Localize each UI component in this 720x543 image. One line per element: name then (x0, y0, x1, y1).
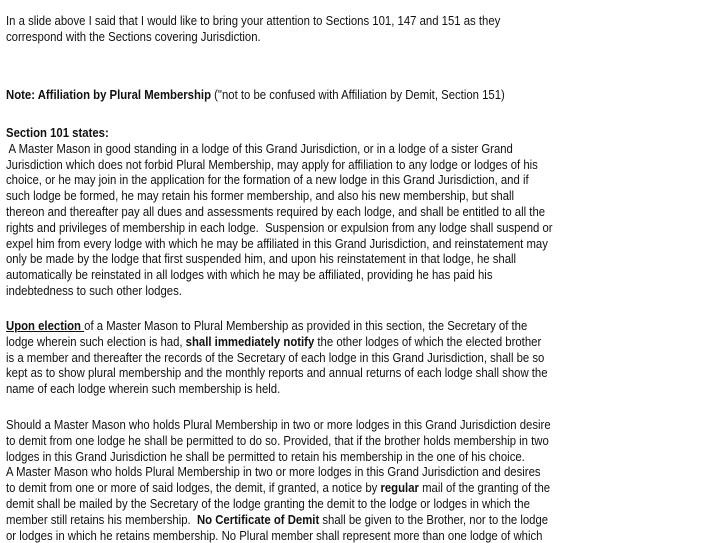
text-segment: indebtedness to such other lodges. (6, 282, 182, 298)
text-line (6, 528, 551, 543)
text-segment: Should a Master Mason who holds Plural Membership in two or more lodges in this Grand Jurisdiction desire (6, 417, 551, 432)
text-segment: lodges in this Grand Jurisdiction he shall be permitted to retain his membership in the one of his choice. (6, 448, 525, 464)
text-line (6, 236, 553, 252)
text-line (6, 496, 551, 512)
text-line (6, 381, 548, 397)
text-segment: shall be given to the Brother, nor to the lodge (319, 511, 549, 527)
text-segment: A Master Mason in good standing in a lodge of this Grand Jurisdiction, or in a lodge of a sister Grand (6, 140, 513, 156)
emphasized-text: Section 101 states: (6, 125, 109, 140)
emphasized-text: Upon election (6, 318, 85, 333)
text-line (6, 350, 548, 366)
text-segment: Jurisdiction which does not forbid Plural Membership, may apply for affiliation to any lodge or lodges of his (6, 156, 538, 172)
text-line (6, 125, 553, 141)
text-segment: kept as to show plural membership and the monthly reports and annual returns of each lodge shall show the (6, 365, 548, 381)
text-line (6, 417, 551, 433)
text-line (6, 188, 553, 204)
text-segment: to demit from one lodge he shall be permitted to do so. Provided, that if the brother holds membership in two (6, 432, 549, 448)
emphasized-text: regular (380, 480, 419, 496)
text-line (6, 172, 553, 188)
text-segment: thereon and thereafter pay all dues and assessments required by each lodge, and shall be entitled to all the (6, 203, 546, 219)
text-line (6, 512, 551, 528)
text-segment: name of each lodge wherein such membership is held. (6, 381, 281, 397)
text-segment: ("not to be confused with Affiliation by Demit, Section 151) (211, 87, 505, 102)
demit-paragraph (6, 417, 551, 543)
text-line (6, 29, 500, 45)
text-segment: of a Master Mason to Plural Membership as provided in this section, the Secretary of the (84, 318, 528, 333)
text-line (6, 267, 553, 283)
emphasized-text: shall immediately notify (185, 333, 315, 349)
text-segment: only be made by the lodge that first suspended him, and upon his reinstatement in that lodge, he shall (6, 251, 517, 267)
text-segment: choice, or he may join in the application for the formation of a new lodge in this Grand Jurisdiction, and if (6, 172, 529, 188)
text-segment: is a member and thereafter the records of the Secretary of each lodge in this Grand Jurisdiction, shall be so (6, 349, 545, 365)
text-segment: expel him from every lodge with which he may be affiliated in this Grand Jurisdiction, and reinstatement may (6, 235, 548, 251)
text-line (6, 204, 553, 220)
text-line (6, 157, 553, 173)
text-segment: to demit from one or more of said lodges, the demit, if granted, a notice by (6, 480, 381, 496)
text-segment: correspond with the Sections covering Jurisdiction. (6, 28, 261, 44)
text-line (6, 334, 548, 350)
text-segment: mail of the granting of the (418, 480, 551, 496)
text-line (6, 464, 551, 480)
text-line (6, 318, 548, 334)
intro-paragraph (6, 13, 500, 45)
text-segment: member still retains his membership. (6, 511, 197, 527)
text-line (6, 87, 505, 103)
emphasized-text: Note: Affiliation by Plural Membership (6, 87, 212, 102)
text-line (6, 449, 551, 465)
text-segment: lodge wherein such election is had, (6, 333, 186, 349)
text-line (6, 365, 548, 381)
text-segment: In a slide above I said that I would like to bring your attention to Sections 101, 147 and 151 as they (6, 13, 501, 28)
note-paragraph (6, 87, 505, 103)
text-line (6, 433, 551, 449)
text-segment: demit shall be mailed by the Secretary of the lodge granting the demit to the lodge or lodges in which the (6, 495, 530, 511)
text-segment: or lodges in which he retains membership. No Plural member shall represent more than one lodge of which (6, 527, 543, 543)
section-101-paragraph (6, 125, 553, 299)
emphasized-text: No Certificate of Demit (196, 511, 320, 527)
text-line (6, 141, 553, 157)
text-segment: A Master Mason who holds Plural Membership in two or more lodges in this Grand Jurisdiction and desires (6, 464, 541, 480)
text-segment: rights and privileges of membership in each lodge. Suspension or expulsion from any lodge shall suspend or (6, 219, 553, 235)
text-line (6, 283, 553, 299)
text-segment: the other lodges of which the elected brother (314, 333, 542, 349)
upon-election-paragraph (6, 318, 548, 397)
text-segment: automatically be reinstated in all lodges with which he may be affiliated, providing he has paid his (6, 267, 493, 283)
text-segment: such lodge be formed, he may retain his former membership, and also his new membership, but shall (6, 188, 515, 204)
text-line (6, 13, 500, 29)
text-line (6, 480, 551, 496)
text-line (6, 251, 553, 267)
text-line (6, 220, 553, 236)
